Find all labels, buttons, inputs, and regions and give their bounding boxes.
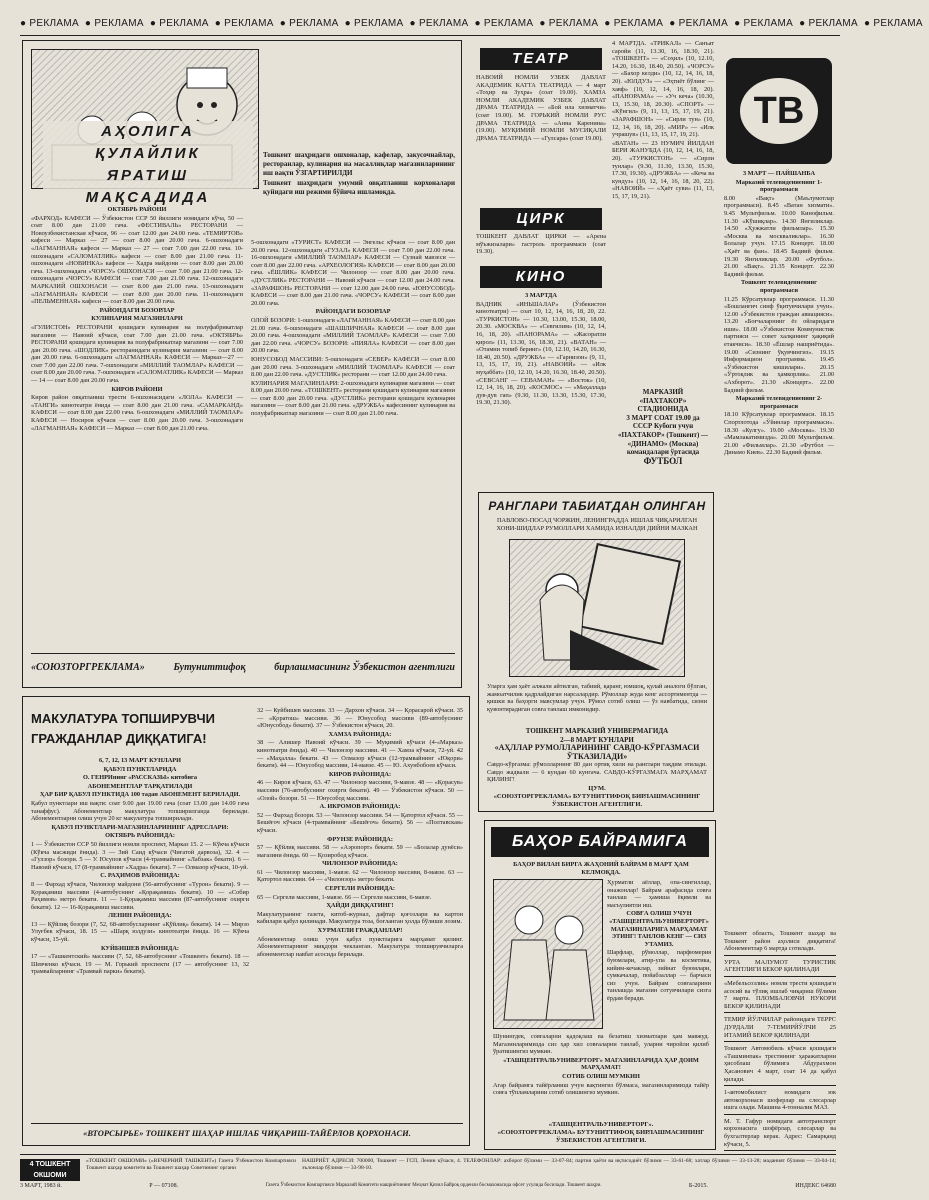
waste-district: КУЙБИШЕВ РАЙОНИДА: (100, 944, 180, 952)
cinema-text-2: 4 МАРТДА. «ТРИКАЛ» — Санъат саройи (11, 13.30, 16, 18.30, 21). «ТОШКЕНТ» — «Соҳил» (10, 12.10, 14.20, 16.30, 18.40, 20.50). «ЧОРСУ» — «Бахор келди» (10, 12, 14, 16, 18, 20). «ЮЛДУЗ» — «Эҳтиёт бўлинг — хавф» (10, 12, 14, 16, 18, 20). «ПАНОРАМА» — «Уч кеча» (10.30, 13, 15.30, 18, 20.30). «СПОРТ» — «Кўнгил» (9, 11, 13, 15, 17, 19, 21). «ЗАРАФШОН» — «Сирли тун» (10, 12, 14, 16, 18, 20). «МИР» — «Илк учрашув» (11, 13, 15, 17, 19, 21). (612, 40, 714, 139)
district-heading: КУЛИНАРИЯ МАГАЗИНЛАРИ (91, 315, 183, 323)
headline-line: АҲОЛИГА (101, 123, 195, 140)
scarves-shop: ТОШКЕНТ МАРКАЗИЙ УНИВЕРМАГИДА (525, 727, 669, 735)
stadium-announcement (612, 388, 714, 478)
stadium-line: «ДИНАМО» (Москва) (627, 439, 699, 448)
strip-item: ● РЕКЛАМА (863, 18, 923, 29)
strip-item: ● РЕКЛАМА (20, 18, 79, 29)
footer-info: «ТОШКЕНТ ОКШОМИ» («ВЕЧЕРНИЙ ТАШКЕНТ») Газета Ўзбекистон Компартияси Тошкент шаҳар комитети ва Тошкент шаҳар Советининг органи (86, 1158, 296, 1171)
classified-item: УРТА МАЛУМОТ ТУРИСТИК АГЕНТЛИГИ БЕКОР ҚИЛИНАДИ (724, 959, 836, 977)
strip-item: ● РЕКЛАМА (409, 18, 469, 29)
scarves-org: ЦУМ. (588, 785, 606, 792)
spring-lower-text (493, 1033, 709, 1119)
logo-line (20, 1159, 80, 1170)
scarves-agency: «СОЮЗТОРГРЕКЛАМА» БУТУНИТТИФОҚ БИРЛАШМАСИНИНГ ЎЗБЕКИСТОН АГЕНТЛИГИ. (493, 793, 701, 808)
scarves-dates: 2—8 МАРТ КУНЛАРИ (560, 735, 634, 744)
women-icon (494, 880, 604, 1030)
waste-district: КИРОВ РАЙОНИДА: (328, 770, 392, 778)
circus-banner: ЦИРК (480, 208, 602, 230)
listing-text: КУЛИНАРИЯ МАГАЗИНЛАРИ: 2-ошхонадаги кулинария магазини — соат 8.00 дан 20.00 гача. «ТОШКЕНТ» ресторани қошидаги кулинария магазини — соат 8.00 дан 20.00 гача. «ДУСТЛИК» ресторани қошидаги кулинария магазини — соат 8.00 дан 21.00 гача. «ДРУЖБА» кафесининг кулинария ва полуфабрикатлар магазини — соат 8.00 дан 21.00 гача. (251, 379, 455, 418)
waste-district: ЧИЛОНЗОР РАЙОНИДА: (322, 860, 398, 868)
footer-index: ИНДЕКС 64680 (795, 1183, 836, 1189)
newspaper-logo (20, 1159, 80, 1181)
strip-item: ● РЕКЛАМА (214, 18, 274, 29)
classified-item: ТЕМИР ЙЎЛЧИЛАР районидаги ТЕРРС ДУРДАЛИ 7-ТЕМИРЙЎЛЧИ 25 ИТАМИЙ БЕКОР ҚИЛИНАДИ (724, 1016, 836, 1042)
headline-line: ҚУЛАЙЛИК (95, 145, 201, 162)
cinema-text-3: «ВАТАН» — 23 НУМИЧ ЙИЛДАН БЕРИ ЖАНУБДА (10, 12, 14, 16, 18, 20). «ТУРКИСТОН» — «Сирли тунлар» (9.30, 11.30, 13.30, 15.30, 17.30, 19.30). «ДРУЖБА» — «Кеча ва кундуз» (10, 12, 14, 16, 18, 20, 22). «НАВОИЙ» — «Ҳаёт суви» (11, 13, 15, 17, 19, 21). (612, 139, 714, 200)
spring-agency: «СОЮЗТОРГРЕКЛАМА» БУТУНИТТИФОҚ БИРЛАШМАСИНИНГ ЎЗБЕКИСТОН АГЕНТЛИГИ. (497, 1129, 705, 1144)
footer-press: Газета Ўзбекистон Компартияси Марказий Комитети нашриётининг Меҳнат Қизил Байроқ орденли босмахонасида офсет усулида босилади. Тошкент шаҳри. (265, 1183, 602, 1188)
waste-notice-title: ҲАЙДИ ДИҚҚАТИНГ! (326, 902, 394, 910)
scarf-woman-icon (510, 540, 686, 678)
scarves-body: Уларга ҳам ҳаёт алжали айтилган, табиий, қаранг, юмшоқ, қулай аналоги бўлган, жамоатчилик қадрлайдиган нарсалардир. Рўмоллар жуда кенг ассортиментда — қишки ва баҳорги мавсумлар учун. Рўмол сотиб олиш — ўз навбатида, сизни қувонтирадиган совға танлаш имконидир. (487, 683, 707, 713)
waste-list: 52 — Фархад бозори. 53 — Чилонзор массиви. 54 — Қатортол кўчаси. 55 — Бешёғоч кўчаси (4-трамвайнинг «Бешёғоч» бекати). 56 — «Полтавская» кўчаси. (257, 811, 463, 834)
tv-text: 8.00 «Вақт» (Маълумотлар программаси). 8.45 «Ватан хизмати». 9.45 Мультфильм. 10.00 Кинофильм. 11.30 «Кўшиқлар». 14.30 Янгиликлар. 14.50 «Ҳужжатли фильмлар». 15.30 «Москва ва москваликлар». 16.30 Болалар учун. 17.15 Концерт. 18.00 «Ҳаёт ва фан». 18.45 Бадиий фильм. 19.30 Янгиликлар. 20.00 «Футбол». 21.00 «Вақт». 21.35 Концерт. 22.30 Бадиий фильм. (724, 194, 834, 278)
tv-logo-icon: ТВ (740, 78, 818, 144)
footer-agency: «СОЮЗТОРГРЕКЛАМА» (31, 662, 145, 673)
waste-paper-ad (22, 696, 470, 1146)
headline-line: ЯРАТИШ (107, 167, 189, 184)
listing-text: ОЛОЙ БОЗОРИ: 1-ошхонадаги «ЛАГМАННАЯ» КАФЕСИ — соат 8.00 дан 21.00 гача. 6-ошхонадаги «ШАШЛИЧНАЯ» КАФЕСИ — соат 8.00 дан 20.00 гача. 4-ошхонадаги «МИЛЛИЙ ТАОМЛАР» КАФЕСИ — соат 7.00 дан 22.00 гача. «ЧОРСУ» БОЗОРИ: «ПИЯЛА» КАФЕСИ — соат 8.00 дан 20.00 гача. (251, 316, 455, 355)
classified-item: Тошкент Автомобиль кўчаси қошидаги «Ташминпак» трестининг ҳаражатларни ҳисоблаш бўлимига Абдурахмон Ҳасанович 4 март, соат 14 да қабул қилади. (724, 1045, 836, 1086)
waste-district: ХАМЗА РАЙОНИДА: (328, 730, 392, 738)
scarves-event (487, 727, 707, 761)
stadium-line: «ПАХТАКОР» (639, 396, 687, 405)
tv-text: 11.25 Кўрсатувлар программаси. 11.30 «Бошланғич синф ўқитувчилари учун». 12.00 «Ўзбекистон граждан авиацияси». 13.20 «Боғчаларнинг ёз ойларидаги иши». 18.00 «Ўзбекистон Коммунистик партияси — совет халқининг ҳақиқий етакчиси». 18.30 «Ёшлар нашриётида». 19.00 «Сизнинг ўқувчингиз». 19.15 Информацион программа. 19.45 «Ўзбекистон кишилари». 20.15 «Ўртоқлик ва ҳамкорлик». 21.00 «Ахборот». 21.30 «Концерт». 22.00 Бадиий фильм. (724, 295, 834, 394)
district-heading: КИРОВ РАЙОНИ (111, 385, 163, 393)
scarves-ad (478, 492, 714, 812)
waste-list: 13 — Қўйлиқ бозори (7, 52, 68-автобусларнинг «Қўйлиқ» бекати). 14 — Мирзо Улуғбек кўчаси, 18. 15 — «Шарқ юлдузи» кинотеатри ёнида. 16 — Кўкча кўчаси, 15-уй. (31, 920, 249, 944)
footer-branch: бирлашмасининг Ўзбекистон агентлиги (274, 662, 455, 673)
waste-points: ҚАБУЛ ПУНКТЛАРИДА (103, 765, 177, 773)
theatre-listings: НАВОИЙ НОМЛИ УЗБЕК ДАВЛАТ АКАДЕМИК КАТТА ТЕАТРИДА — 4 март «Тоҳир ва Зуҳра» (соат 19.00). ХАМЗА НОМЛИ АКАДЕМИК УЗБЕК ДАВЛАТ ДРАМА ТЕАТРИДА — «Бой ила хизматчи» (соат 19.00). М. ГОРЬКИЙ НОМЛИ РУС ДРАМА ТЕАТРИДА — «Анна Каренина» (19.00). МУҚИМИЙ НОМЛИ МУСИҚАЛИ ДРАМА ТЕАТРИДА — «Гулсара» (соат 19.00). (476, 74, 606, 142)
strip-item: ● РЕКЛАМА (539, 18, 599, 29)
logo-number: 4 (29, 1161, 34, 1168)
theatre-banner: ТЕАТР (480, 48, 602, 70)
strip-item: ● РЕКЛАМА (149, 18, 209, 29)
waste-district: С. РАҲИМОВ РАЙОНИДА: (100, 872, 180, 880)
spring-org: «ТАШЦЕНТРАЛЬУНИВЕРТОРГ». (548, 1121, 654, 1128)
tv-program-heading: Тошкент телевидениенинг программаси (741, 279, 817, 294)
waste-list: 65 — Сергели массиви, 1-мавзе. 66 — Сергели массиви, 6-мавзе. (257, 893, 432, 901)
strip-item: ● РЕКЛАМА (279, 18, 339, 29)
waste-title-line: ГРАЖДАНЛАР ДИҚҚАТИГА! (31, 731, 207, 746)
stadium-line: «ПАХТАКОР» (Тошкент) — (617, 430, 709, 439)
waste-paper-left-column (31, 757, 249, 1143)
classified-item: «Мебельсозлик» номли трести қошидаги асосий ва тўлиқ ишлаб чиқариш бўлими 7 марта. ПЛОМБАЛОВЧИ НУКОРИ БЕКОР ҚИЛИНАДИ (724, 980, 836, 1013)
scarves-footer (487, 785, 707, 809)
classified-item: М. Т. Гафур номидаги автотранспорт корхонасига шофёрлар, слесарлар ва бухгалтерлар керак. Адрес: Самарқанд кўчаси, 5. (724, 1118, 836, 1151)
classified-item: Тошкент область, Тошкент шаҳар ва Тошкент район аҳолиси диққатига! Абонементлар 6 мартда сотилади. (724, 930, 836, 956)
headline-line: МАҚСАДИДА (85, 189, 211, 206)
listing-text: ЮНУСОБОД МАССИВИ: 5-ошхонадаги «СЕВЕР» КАФЕСИ — соат 8.00 дан 20.00 гача. 3-ошхонадаги «МИЛЛИЙ ТАОМЛАР» КАФЕСИ — соат 8.00 дан 22.00 гача. «ДУСТЛИК» ресторани — соат 12.00 дан 24.00 гача. (251, 355, 455, 379)
waste-dates: 6, 7, 12, 13 МАРТ КУНЛАРИ (98, 757, 182, 764)
waste-district: СЕРГЕЛИ РАЙОНИДА: (324, 885, 396, 893)
waste-district: ФРУНЗЕ РАЙОНИДА: (327, 835, 393, 843)
strip-item: ● РЕКЛАМА (474, 18, 534, 29)
food-service-ad (22, 40, 462, 688)
tv-date: 3 МАРТ — ПАЙШАНБА (742, 170, 816, 177)
tv-program-heading: Марказий телевидениенинг 1-программаси (735, 178, 823, 194)
strip-item: ● РЕКЛАМА (84, 18, 144, 29)
tv-logo-box (726, 58, 832, 164)
top-advertising-strip (20, 18, 923, 36)
intro-text: Тошкент шаҳридаги ошхоналар, кафелар, закусочнайлар, ресторанлар, кулинария на масаллиқлар магазинларининг иш вақти ЎЗГАРТИРИЛДИ (263, 151, 455, 177)
waste-list: 61 — Чилонзор массиви, 1-мавзе. 62 — Чилонзор массиви, 8-мавзе. 63 — Қатортол массиви. 64 — «Чилонзор» метро бекати. (257, 868, 463, 884)
listing-text: Киров район овқатланиш трести 6-ошхонасидаги «ЛОЛА» КАФЕСИ — «ТАНГИ» кинотеатри ёнида — соат 8.00 дан 21.00 гача. «САМАРКАНД» КАФЕСИ — соат 8.00 дан 22.00 гача. 6-ошхонадаги «МИЛЛИЙ ТАОМЛАР» КАФЕСИ — Носиров кўчаси — соат 8.00 дан 20.00 гача. 3-ошхонадаги «ЛАГМАННАЯ» КАФЕСИ — Марказ — соат 8.00 дан 21.00 гача. (31, 394, 243, 432)
cinema-listings (476, 292, 606, 476)
spring-body-3: Шунингдек, совғаларни қадоқлаш ва безатиш хизматлари ҳам мавжуд. Магазинларимизда сиз ҳар хил совғаларни танлаб, уларни чиройли қилиб ўратишингиз мумкин. (493, 1033, 709, 1056)
footer-bottom-row (20, 1183, 836, 1193)
waste-list: 38 — Алишер Навоий кўчаси. 39 — Муқимий кўчаси (4-«Марказ» кинотеатри ёнида). 40 — Чилонзор массиви. 41 — Хамза кўчаси, 72-уй. 42 — «Маҳалла» бекати. 43 — Олмазор кўчаси (12-трамвайнинг «Юқори» бекати). 44 — Юнусобод массиви, 14-мавзе. 45 — Ю. Ахунбобоев кўчаси. (257, 739, 463, 770)
waste-paper-right-column (257, 707, 463, 1117)
tv-listings (724, 170, 834, 920)
waste-list: 57 — Қўйлиқ массиви. 58 — «Аэропорт» бекати. 59 — «Болалар дунёси» магазини ёнида. 60 — Қозиробод кўчаси. (257, 844, 463, 859)
strip-item: ● РЕКЛАМА (734, 18, 794, 29)
cinema-date: 3 МАРТДА (525, 292, 557, 299)
stadium-line: командалари ўртасида (626, 448, 700, 457)
classifieds-column (724, 930, 836, 1150)
waste-body: Қабул пунктлари иш вақти: соат 9.00 дан 19.00 гача (соат 13.00 дан 14.00 гача танаффус). Абонементлар макулатура топширилганда берилади. Абонементларни олиш учун 20 кг макулатура топширилади. (31, 799, 249, 823)
waste-sub-3: ҲАР БИР ҚАБУЛ ПУНКТИДА 100 тадан АБОНЕМЕНТ БЕРИЛАДИ. (39, 791, 241, 799)
tv-program-heading: Марказий телевидениенинг 2-программаси (735, 395, 823, 410)
spring-shop: «ТАШЦЕНТРАЛЬУНИВЕРТОРГ» МАГАЗИНЛАРИДА ҲАР ДОИМ МАРҲАМАТ! (503, 1056, 699, 1072)
cinema-listings-continued (612, 40, 714, 380)
stadium-line: ФУТБОЛ (643, 455, 683, 466)
waste-district: ЛЕНИН РАЙОНИДА: (108, 912, 172, 920)
waste-sub: О. ГЕНРИнинг «РАССКАЗЫ» китобига (82, 774, 198, 782)
scarves-details: Савдо-кўргазма: рўмолларнинг 80 дан ортиқ хили на ранглари тақдим этилади. Савдо жадвали — 6 кундан 60 кунгача. САВДО-КЎРГАЗМАГА МАРҲАМАТ ҚИЛИНГ! (487, 761, 707, 784)
district-heading: ОКТЯБРЬ РАЙОНИ (107, 206, 167, 213)
stadium-line: СССР Кубоги учун (632, 422, 694, 431)
spring-footer (493, 1121, 709, 1145)
listing-text: «ФАРХОД» КАФЕСИ — Ўзбекистон ССР 50 йиллиги номидаги кўча, 50 — соат 8.00 дан 21.00 гача. «ФЕСТИВАЛЬ» РЕСТОРАНИ — Новоузбекистанская кўчаси, 96 — соат 12.00 дан 24.00 гача. «ТЕМИРТОВ» кафеси — Марказ — 27 — соат 8.00 дан 20.00 гача. 6-ошхонадаги «ЛАГМАННАЯ» кафеси — Марказ — 27 — соат 7.00 дан 22.00 гача. 10-ошхонадаги «САЛОМАТЛИК» кафеси — соат 8.00 дан 21.00 гача. 11-ошхонадаги «НОВИНКА» кафеси — Хадра майдони — соат 8.00 дан 20.00 гача. 13-ошхонадаги «ЧОРСУ» ОШХОНАСИ — соат 7.00 дан 21.00 гача. 12-ошхонадаги «ЧОРСУ» КАФЕСИ — соат 7.00 дан 21.00 гача. 12-ошхонадаги МАРКАЗИЙ ОШХОНАСИ — соат 8.00 дан 21.00 гача. 13-ошхонадаги «ЛАГМАННАЯ» КАФЕСИ — соат 8.00 дан 20.00 гача. 11-ошхонадаги «ПЕЛЬМЕННАЯ» кафеси — соат 8.00 дан 20.00 гача. (31, 214, 243, 306)
scarves-subtitle: ПАВЛОВО-ПОСАД ЧОРЖИН, ЛЕНИНГРАДДА ИШЛАБ ЧИҚАРИЛГАН ХОНИ-ШИДЛАР РУМОЛЛАРИ ХАМИДА ИЗНАЛДИ ДИЙНИ МАЗКАН (496, 517, 698, 532)
cinema-banner: КИНО (480, 266, 602, 288)
waste-title-line: МАКУЛАТУРА ТОПШИРУВЧИ (31, 711, 215, 726)
waste-paper-title (31, 709, 249, 749)
stadium-line: МАРКАЗИЙ (642, 388, 684, 396)
strip-item: ● РЕКЛАМА (669, 18, 729, 29)
spring-subheading: СОТИБ ОЛИШ МУМКИН (562, 1072, 640, 1080)
tv-program-column (722, 40, 836, 924)
waste-paper-footer: «ВТОРСЫРЬЕ» ТОШКЕНТ ШАҲАР ИШЛАБ ЧИҚАРИШ-ТАЙЁРЛОВ ҚОРХОНАСИ. (31, 1123, 463, 1138)
waste-list: 46 — Киров кўчаси, 63. 47 — Чилонзор массиви, 9-мавзе. 48 — «Қорасув» массиви (76-автобуснинг охирги бекати). 49 — Ўзбекистон кўчаси. 50 — «Олой» бозори. 51 — Юнусобод массиви. (257, 779, 463, 802)
waste-notice-title: ХУРМАТЛИ ГРАЖДАНЛАР! (317, 927, 403, 935)
newspaper-footer (20, 1154, 836, 1194)
waste-notice: Абонементлар олиш учун қабул пунктларига марҳамат қилинг. Абонементларнинг миқдори чекланган. Макулатура топширувчиларга абонементлар навбат асосида берилади. (257, 935, 463, 958)
footer-address: НАШРИЁТ АДРЕСИ: 700000, Тошкент — ГСП, Ленин кўчаси, 4. ТЕЛЕФОНЛАР: ахборот бўлими — 33-07-84; партия ҳаёти ва иқтисодиёт бўлими — 33-61-68; хатлар бўлими — 33-13-28; маданият бўлими — 33-04-14; эълонлар бўлими — 33-98-10. (302, 1158, 836, 1171)
waste-list: 8 — Фархад кўчаси, Чилонзор майдони (56-автобуснинг «Турон» бекати). 9 — Қорақамиш массиви (4-автобуснинг «Қорақамиш» бекати). 10 — «Собир Раҳимов» метро бекати. 11 — 1-Қорақамиш массиви (87-автобуснинг охирги бекати). 12 — 16-Қорақамиш массиви. (31, 880, 249, 911)
listing-text: «ГУЛИСТОН» РЕСТОРАНИ қошидаги кулинария на полуфабрикатлар магазини — Навоий кўчаси, соат 7.00 дан 21.00 гача. «ОКТЯБРЬ» РЕСТОРАНИ қошидаги кулинария ва полуфабрикатлар магазини — соат 7.00 дан 20.00 гача. «ШОДЛИК» ресторанидаги кулинария магазини — соат 8.00 дан 20.00 гача. 6-ошхонадаги «ЛАГМАННАЯ» КАФЕСИ — Марказ—27 — соат 7.00 дан 22.00 гача. 7-ошхонадаги «МИЛЛИЙ ТАОМЛАР» КАФЕСИ — соат 8.00 дан 20.00 гача. 7-ошхонадаги «САЛОМАТЛИК» КАФЕСИ — Марказ — 14 — соат 8.00 дан 20.00 гача. (31, 323, 243, 385)
waste-list: 1 — Ўзбекистон ССР 50 йиллиги номли проспект, Марказ 15. 2 — Кўкча кўчаси (Кўкча масжиди ёнида). 3 — Зий Саид кўчаси (Чиғатой дарвоза), 32. 4 — «Гулзор» бозори. 5 — У. Юсупов кўчаси (4-трамвайнинг «Лабзак» бекати). 6 — Навоий кўчаси, 17 (8-трамвайнинг «Хадра» бекати). 7 — Олмазор кўчаси, 10-уй. (31, 840, 249, 871)
spring-right-column (607, 879, 711, 1049)
strip-item: ● РЕКЛАМА (799, 18, 858, 29)
spring-body-2: Шарфлар, рўмоллар, парфюмерия буюмлари, атир-упа ва косметика, кийим-кечаклар, зийнат буюмлари, сумкачалар, пойабзаллар — барчаси сиз учун. Байрам совғаларини танлашда магазин сотувчилари сизга ёрдам беради. (607, 949, 711, 1002)
waste-district: А. ИКРОМОВ РАЙОНИДА: (319, 803, 401, 811)
logo-line-2: ОКШОМИ (33, 1172, 67, 1179)
spring-intro: БАҲОР ВИЛАН БИРГА ЖАҲОНИЙ БАЙРАМ 8 МАРТ ҲАМ КЕЛМОҚДА. (513, 861, 689, 876)
stadium-line: СТАДИОНИДА (637, 405, 689, 414)
circus-listings: ТОШКЕНТ ДАВЛАТ ЦИРКИ — «Арена мўъжизалари» гастроль программаси (соат 19.30). (476, 233, 606, 256)
strip-item: ● РЕКЛАМА (604, 18, 664, 29)
food-ad-footer (31, 653, 455, 681)
stadium-line: 3 МАРТ СОАТ 19.00 да (626, 413, 700, 422)
waste-list-title: ҚАБУЛ ПУНКТЛАРИ-МАГАЗИНЛАРИНИНГ АДРЕСЛАРИ: (51, 823, 229, 831)
logo-title: ТОШКЕНТ (35, 1161, 71, 1168)
spring-illustration (493, 879, 603, 1029)
spring-body-4: Агар байрамга тайёрланиш учун вақтингиз бўлмаса, магазинларимизда тайёр совға тўпламларини сотиб олишингиз мумкин. (493, 1081, 709, 1097)
district-heading: РАЙОНДАГИ БОЗОРЛАР (315, 308, 391, 316)
scarves-illustration (509, 539, 685, 677)
waste-list: 32 — Куйбишев массиви. 33 — Дархон кўчаси. 34 — Қорасарой кўчаси. 35 — «Қоратош» массиви. 36 — Юнусобод массиви (89-автобуснинг «Юнусобод» бекати). 37 — Ўзбекистон кўчаси, 20. (257, 707, 463, 730)
classified-item: 1-автомобилист номидаги юк автокорхонаси шоферлар ва слесарлар ишга олади. Машина 4-тонналик МАЗ. (724, 1089, 836, 1115)
listing-text: 5-ошхонадаги «ТУРИСТ» КАФЕСИ — Энгельс кўчаси — соат 8.00 дан 20.00 гача. 12-ошхонадаги «ГУЗАЛ» КАФЕСИ — соат 7.00 дан 22.00 гача. 16-ошхонадаги «МИЛЛИЙ ТАОМЛАР» КАФЕСИ — Сузнай мавзеси — соат 8.00 дан 22.00 гача. «АРХЕОЛОГИЯ» КАФЕСИ — соат 8.00 дан 20.00 гача. «ЁШЛИК» КАФЕСИ — Чилонзор — соат 8.00 дан 20.00 гача. «ДУСТЛИК» РЕСТОРАНИ — Навоий кўчаси — соат 12.00 дан 24.00 гача. «ЗАРАФШОН» РЕСТОРАНИ — соат 12.00 дан 24.00 гача. «ЮНУСОБОД» КАФЕСИ — соат 8.00 дан 21.00 гача. «ЧОРСУ» КАФЕСИ — соат 8.00 дан 20.00 гача. (251, 239, 455, 307)
footer-date: 3 МАРТ, 1983 й. (20, 1183, 62, 1189)
spring-body: Ҳурматли аёллар, опа-сингиллар, онажонлар! Байрам арафасида совға танлаш — ҳамиша ёқимли ва масъулиятли иш. (607, 879, 711, 909)
entertainment-column (472, 40, 610, 478)
scarves-event-name: «АҲЛЛАР РУМОЛЛАРИНИНГ САВДО-КЎРГАЗМАСИ ЎТКАЗИЛАДИ» (494, 743, 700, 761)
food-ad-intro (263, 151, 455, 198)
spring-title: БАҲОР БАЙРАМИГА (491, 827, 709, 857)
district-heading: РАЙОНДАГИ БОЗОРЛАР (99, 306, 175, 314)
cinema-text: ВАДНИК «ИНЬШАЛАР» (Ўзбекистон кинотеатри) — соат 10, 12, 14, 16, 18, 20, 22. «ТУРКИСТОН» — 10.30, 13.00, 15.30, 18.00, 20.30. «МОСКВА» — «Севгилим» (10, 12, 14, 16, 18, 20). «ПАНОРАМА» — «Жасоратли қирол» (11, 13.30, 16, 18.30, 21). «ВАТАН» — «Отамни топиб беринг» (10, 12.10, 14.20, 16.30, 18.40, 20.50). «ДРУЖБА» — «Гарнизон» (9, 11, 13, 15, 17, 19, 21). «НАВОИЙ» — «Илк муҳаббат» (10, 12.10, 14.20, 16.30, 18.40, 20.50). «СЕВСАНГ — СЕВАМАН» — «Восток» (10, 12, 14, 16, 18, 20). «КОСМОС» — «Маҳаллада дув-дув гап» (9.30, 11.30, 13.30, 15.30, 17.30, 19.30, 21.30). (476, 300, 606, 407)
intro-text-2: Тошкент шаҳридаги умумий овқатланиш корхоналари қуйидаги иш режими бўйича ишламоқда. (263, 179, 455, 196)
scarves-title: РАНГЛАРИ ТАБИАТДАН ОЛИНГАН (488, 499, 706, 513)
footer-order: Р — 07108. (149, 1183, 179, 1189)
footer-union: Бутуниттифоқ (173, 662, 246, 673)
waste-list: 17 — «Ташкентский» массиви (7, 52, 68-автобуснинг «Тошкент» бекати). 18 — Шевченко кўчаси. 19 — М. Горький проспекти (17 — автобуснинг 13, 32 трамвайларнинг «Трамвай парки» бекати). (31, 953, 249, 976)
footer-code: Б-2015. (688, 1183, 708, 1189)
strip-item: ● РЕКЛАМА (344, 18, 404, 29)
tv-text: 18.10 Кўрсатувлар программаси. 18.15 Спортлотода «Ўйинлар программаси». 18.30 «Кулгу». 19.00 «Москва». 19.30 «Мамлакатимизда». 20.00 Мультфильм. 21.00 «Фильмлар». 21.30 «Футбол — Динамо Киев». 22.30 Бадиий фильм. (724, 411, 834, 457)
food-ad-right-column (251, 239, 455, 649)
spring-holiday-ad (484, 820, 716, 1150)
waste-district: ОКТЯБРЬ РАЙОНИДА: (105, 832, 175, 840)
food-ad-headline (43, 121, 253, 209)
spring-highlight: СОВҒА ОЛИШ УЧУН «ТАШЦЕНТРАЛЬУНИВЕРТОРГ» МАГАЗИНЛАРИГА МАРҲАМАТ ЭТИНГ! ТАНЛОВ КЕНГ — СИЗ УТАМИЗ. (609, 910, 709, 948)
waste-notice: Макулатуранинг газета, китоб-журнал, дафтар қоғозлари ва картон кабилари қабул қилинади. Макулатура тоза, боғланган ҳолда бўлиши лозим. (257, 910, 463, 926)
food-ad-left-column (31, 206, 243, 646)
waste-sub-2: АБОНЕМЕНТЛАР ТАРҚАТИЛАДИ (87, 782, 193, 790)
